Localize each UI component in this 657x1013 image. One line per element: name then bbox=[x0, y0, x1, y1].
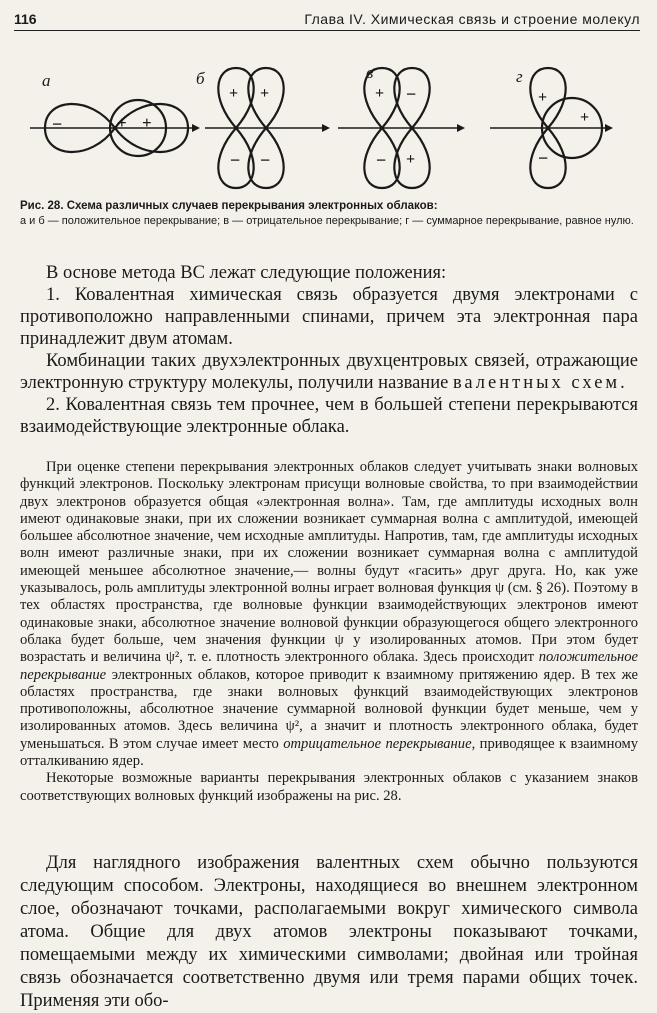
overlap-sign-paragraph bbox=[20, 459, 638, 770]
sign-minus: − bbox=[406, 84, 417, 104]
panel-label-v: в bbox=[366, 63, 374, 82]
sign-minus: − bbox=[52, 114, 63, 134]
positive-overlap-term: положительное перекрывание bbox=[20, 649, 638, 683]
variants-paragraph: Некоторые возможные варианты перекрывания электронных облаков с указанием знаков соответствующих волновых функций изображены на рис. 28. bbox=[20, 770, 638, 804]
caption-title: Рис. 28. Схема различных случаев перекрывания электронных облаков: bbox=[20, 200, 438, 212]
axis-arrow bbox=[457, 124, 465, 132]
sign-minus: − bbox=[376, 150, 387, 170]
page-number: 116 bbox=[14, 11, 37, 27]
sign-plus: + bbox=[406, 151, 416, 168]
header-rule bbox=[14, 30, 640, 31]
point-2: 2. Ковалентная связь тем прочнее, чем в большей степени перекрываются взаимодействующие электронные облака. bbox=[20, 395, 638, 437]
panel-label-b: б bbox=[196, 69, 205, 88]
sign-minus: − bbox=[230, 150, 241, 170]
paragraph-text: электронных облаков, которое приводит к взаимному притяжению ядер. В тех же областях пространства, где знаки волновых функций взаимодействующих электронов противоположны, абсолютное значение суммарной волновой функции будет меньше, чем у изолированных атомов. Здесь величина ψ², а значит и плотность электронного облака, будет уменьшаться. В этом случае имеет место bbox=[20, 666, 639, 752]
panel-b bbox=[196, 68, 330, 188]
axis-arrow bbox=[605, 124, 613, 132]
point-1: 1. Ковалентная химическая связь образуется двумя электронами с противоположно направленными спинами, причем эта электронная пара принадлежит двум атомам. bbox=[20, 285, 638, 349]
paragraph-text: При оценке степени перекрывания электронных облаков следует учитывать знаки волновых функций электронов. Поскольку электронам присущи волновые свойства, то при взаимодействии двух электронов образуется общая «электронная волна». Там, где амплитуды исходных волн имеют одинаковые знаки, при их сложении возникает суммарная волна с амплитудой, имеющей большее абсолютное значение, чем исходные амплитуды. Напротив, там, где амплитуды исходных волн имеют различные знаки, при их сложении возникает суммарная волна с амплитудой имеющей меньшее абсолютное значение,— волны будут «гасить» друг друга. Но, как уже указывалось, роль амплитуды электронной волны играет волновая функция ψ (см. § 26). Поэтому в тех областях пространства, где волновые функции взаимодействующих электронов имеют одинаковые знаки, абсолютное значение волновой функции образующегося общего электронного облака будет больше, чем значения функции ψ у изолированных атомов. При этом будет возрастать и величина ψ², т. е. плотность электронного облака. Здесь происходит bbox=[20, 459, 638, 666]
caption-text: а и б — положительное перекрывание; в — отрицательное перекрывание; г — суммарное перекрывание, равное нулю. bbox=[20, 215, 634, 227]
running-title: Глава IV. Химическая связь и строение молекул bbox=[304, 11, 640, 27]
orbital-overlap-diagram bbox=[20, 56, 640, 196]
sign-plus: + bbox=[580, 109, 590, 126]
panel-v bbox=[338, 63, 465, 188]
axis-arrow bbox=[192, 124, 200, 132]
notation-paragraph: Для наглядного изображения валентных схем обычно пользуются следующим способом. Электроны, находящиеся во внешнем электронном слое, обозначают точками, располагаемыми вокруг химического символа атома. Общие для двух атомов электроны показывают точками, помещаемыми между их химическими символами; двойная или тройная связь обозначается соответственно двумя или тремя парами общих точек. Применяя эти обо- bbox=[20, 853, 638, 1011]
combinations-text: Комбинации таких двухэлектронных двухцентровых связей, отражающие электронную структуру молекулы, получили название bbox=[20, 351, 638, 393]
figure-caption bbox=[20, 199, 636, 228]
small-print-section bbox=[20, 459, 638, 805]
panel-label-a: а bbox=[42, 71, 51, 90]
paragraph-text: , приводящее к взаимному отталкиванию ядер. bbox=[20, 735, 639, 770]
sign-minus: − bbox=[538, 148, 549, 168]
sign-minus: − bbox=[260, 150, 271, 170]
sign-plus: + bbox=[229, 85, 239, 102]
panel-label-g: г bbox=[516, 67, 523, 86]
sign-plus: + bbox=[117, 113, 127, 132]
sign-plus: + bbox=[142, 113, 152, 132]
combinations-paragraph bbox=[20, 350, 638, 394]
figure-28 bbox=[20, 56, 640, 196]
sign-plus: + bbox=[538, 89, 548, 106]
panel-a bbox=[30, 71, 200, 156]
axis-arrow bbox=[322, 124, 330, 132]
main-text bbox=[20, 262, 638, 438]
page-header bbox=[14, 8, 640, 30]
negative-overlap-term: отрицательное перекрывание bbox=[283, 735, 472, 752]
bottom-text bbox=[20, 852, 638, 1013]
valence-schemes-term: валентных схем. bbox=[452, 373, 628, 393]
intro-paragraph: В основе метода ВС лежат следующие положения: bbox=[46, 263, 447, 283]
sign-plus: + bbox=[375, 85, 385, 102]
sign-plus: + bbox=[260, 85, 270, 102]
panel-g bbox=[490, 67, 613, 188]
